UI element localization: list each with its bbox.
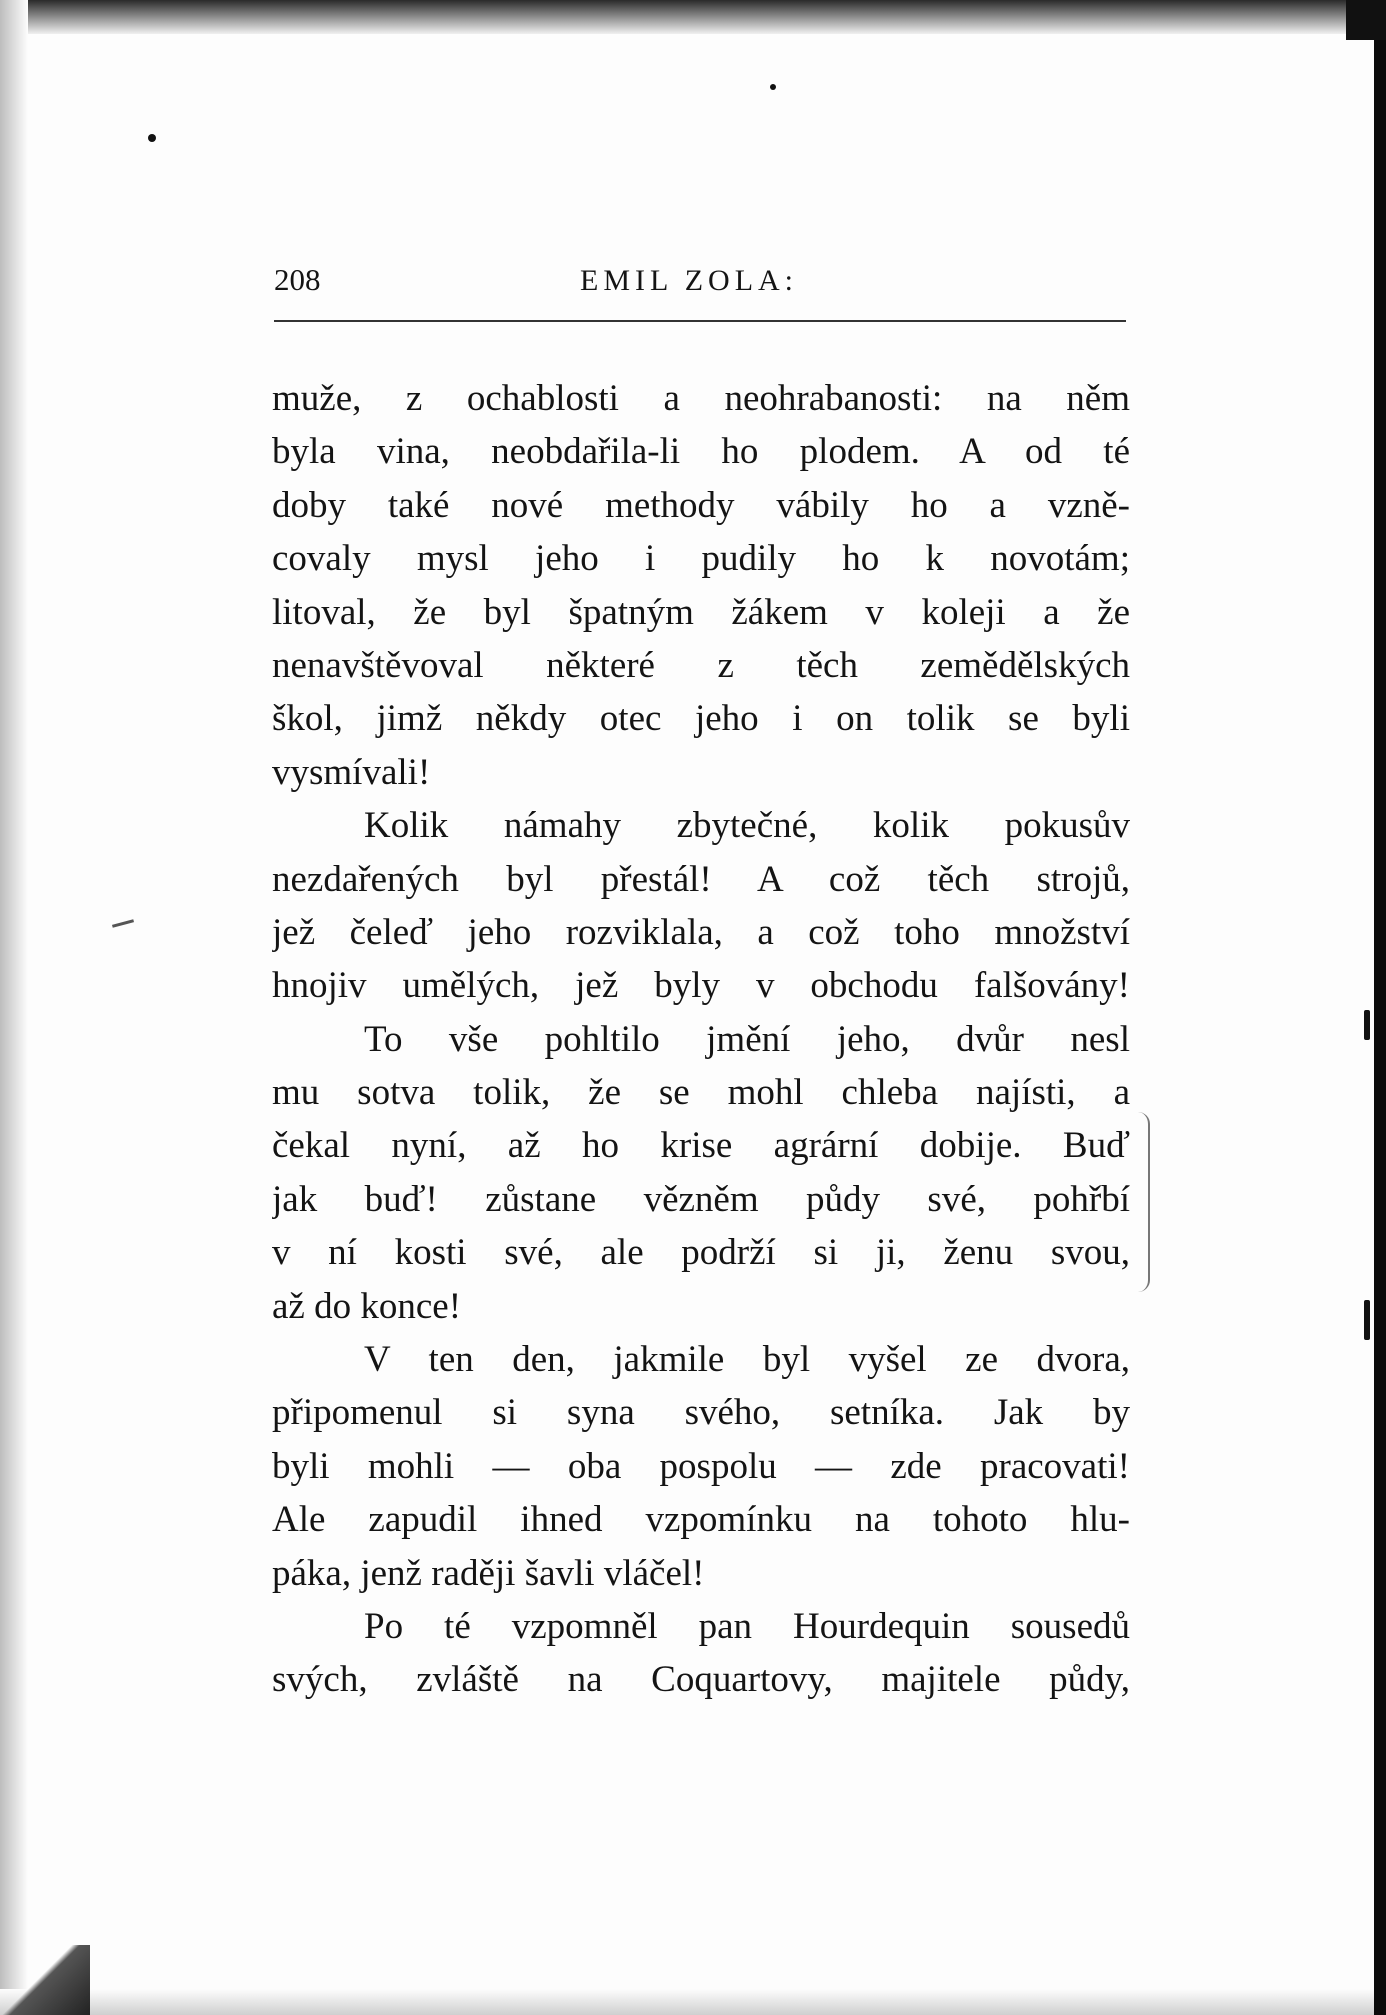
text-line: škol, jimž někdy otec jeho i on tolik se byli [272,698,1130,740]
text-line: nezdařených byl přestál! A což těch strojů, [272,858,1130,900]
text-line: v ní kosti své, ale podrží si ji, ženu svou, [272,1232,1130,1274]
text-line: muže, z ochablosti a neohrabanosti: na něm [272,378,1130,419]
text-line: páka, jenž raději šavli vláčel! [272,1552,705,1594]
scan-corner-top-right [1346,0,1386,40]
speck-mark [1364,1300,1370,1340]
text-line: Kolik námahy zbytečné, kolik pokusův [364,805,1130,847]
page-number: 208 [274,262,321,297]
text-line: litoval, že byl špatným žákem v koleji a že [272,591,1130,633]
text-line: byla vina, neobdařila-li ho plodem. A od té [272,431,1130,473]
text-line: vysmívali! [272,751,431,793]
body-text [272,372,1130,1707]
text-line: nenavštěvoval některé z těch zemědělských [272,644,1130,686]
text-line: mu sotva tolik, že se mohl chleba najísti, a [272,1072,1130,1114]
scan-right-edge [1374,0,1386,2015]
text-line: V ten den, jakmile byl vyšel ze dvora, [364,1339,1130,1381]
text-line: jež čeleď jeho rozviklala, a což toho množství [272,911,1130,953]
margin-mark [112,919,134,928]
text-line: jak buď! zůstane vězněm půdy své, pohřbí [272,1178,1130,1220]
scan-corner-bottom-left [0,1945,90,2015]
text-line: svých, zvláště na Coquartovy, majitele půdy, [272,1659,1130,1701]
margin-bracket [1138,1112,1150,1292]
text-line: čekal nyní, až ho krise agrární dobije. Buď [272,1125,1130,1167]
scan-top-edge [0,0,1386,34]
text-line: To vše pohltilo jmění jeho, dvůr nesl [364,1018,1130,1060]
speck-mark [1364,1010,1370,1040]
speck-mark [770,84,776,90]
text-line: hnojiv umělých, jež byly v obchodu falšovány! [272,965,1130,1007]
scan-bottom-edge [0,1989,1386,2015]
text-line: covaly mysl jeho i pudily ho k novotám; [272,538,1130,580]
text-line: doby také nové methody vábily ho a vzně- [272,484,1130,526]
text-line: byli mohli — oba pospolu — zde pracovati! [272,1445,1130,1487]
running-header [274,262,1126,306]
text-line: připomenul si syna svého, setníka. Jak by [272,1392,1130,1434]
scan-left-edge [0,0,28,2015]
text-line: Ale zapudil ihned vzpomínku na tohoto hlu- [272,1499,1130,1541]
speck-mark [148,134,156,142]
text-line: Po té vzpomněl pan Hourdequin sousedů [364,1605,1130,1647]
header-rule [274,320,1126,322]
running-title: EMIL ZOLA: [580,264,799,297]
text-line: až do konce! [272,1285,462,1327]
